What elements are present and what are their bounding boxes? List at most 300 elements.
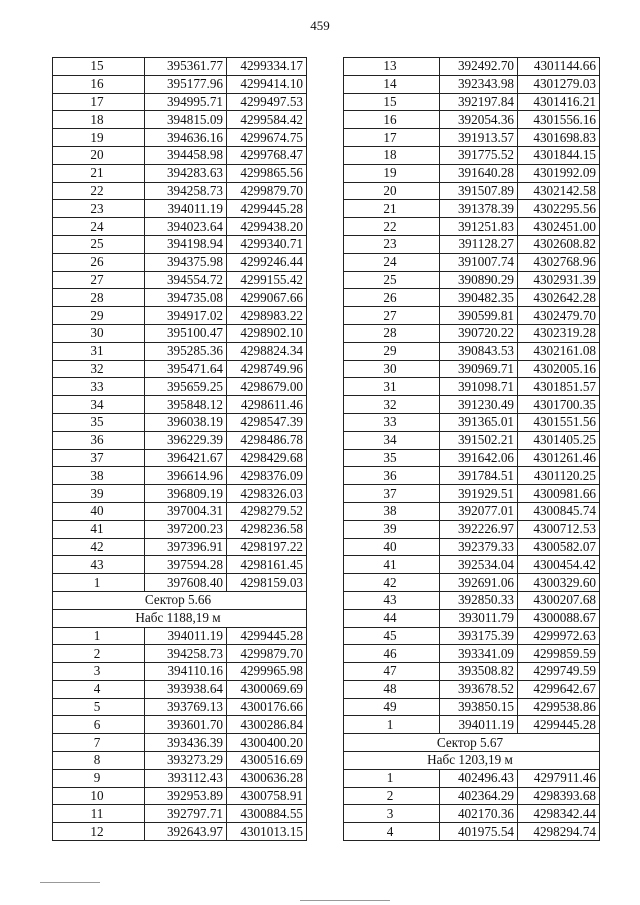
y-coordinate: 4299445.28 — [227, 627, 307, 645]
y-coordinate: 4299445.28 — [518, 716, 600, 734]
point-number: 41 — [53, 520, 145, 538]
y-coordinate: 4299879.70 — [227, 182, 307, 200]
y-coordinate: 4300884.55 — [227, 805, 307, 823]
point-number: 42 — [53, 538, 145, 556]
y-coordinate: 4300400.20 — [227, 734, 307, 752]
y-coordinate: 4301013.15 — [227, 823, 307, 841]
y-coordinate: 4299859.59 — [518, 645, 600, 663]
point-number: 43 — [344, 591, 440, 609]
table-row — [344, 93, 600, 111]
point-number: 39 — [344, 520, 440, 538]
x-coordinate: 393175.39 — [440, 627, 518, 645]
y-coordinate: 4299674.75 — [227, 129, 307, 147]
point-number: 18 — [344, 146, 440, 164]
point-number: 20 — [53, 146, 145, 164]
x-coordinate: 391775.52 — [440, 146, 518, 164]
y-coordinate: 4300329.60 — [518, 574, 600, 592]
table-row — [53, 342, 307, 360]
table-row — [344, 591, 600, 609]
x-coordinate: 392343.98 — [440, 75, 518, 93]
x-coordinate: 393112.43 — [145, 769, 227, 787]
table-row — [344, 431, 600, 449]
point-number: 24 — [53, 218, 145, 236]
table-row — [344, 645, 600, 663]
x-coordinate: 392077.01 — [440, 502, 518, 520]
table-row — [344, 342, 600, 360]
y-coordinate: 4298197.22 — [227, 538, 307, 556]
y-coordinate: 4300712.53 — [518, 520, 600, 538]
x-coordinate: 390482.35 — [440, 289, 518, 307]
x-coordinate: 393436.39 — [145, 734, 227, 752]
table-row — [344, 111, 600, 129]
point-number: 33 — [344, 413, 440, 431]
x-coordinate: 392226.97 — [440, 520, 518, 538]
y-coordinate: 4300845.74 — [518, 502, 600, 520]
x-coordinate: 392643.97 — [145, 823, 227, 841]
y-coordinate: 4300582.07 — [518, 538, 600, 556]
table-row — [344, 413, 600, 431]
y-coordinate: 4299749.59 — [518, 663, 600, 681]
point-number: 42 — [344, 574, 440, 592]
table-row — [53, 698, 307, 716]
x-coordinate: 393273.29 — [145, 752, 227, 770]
point-number: 48 — [344, 680, 440, 698]
x-coordinate: 390599.81 — [440, 307, 518, 325]
point-number: 6 — [53, 716, 145, 734]
y-coordinate: 4298486.78 — [227, 431, 307, 449]
point-number: 7 — [53, 734, 145, 752]
y-coordinate: 4301698.83 — [518, 129, 600, 147]
x-coordinate: 397594.28 — [145, 556, 227, 574]
table-row — [344, 378, 600, 396]
table-row — [53, 378, 307, 396]
point-number: 3 — [344, 805, 440, 823]
table-row — [344, 75, 600, 93]
point-number: 8 — [53, 752, 145, 770]
table-row — [344, 520, 600, 538]
point-number: 10 — [53, 787, 145, 805]
x-coordinate: 392691.06 — [440, 574, 518, 592]
y-coordinate: 4301851.57 — [518, 378, 600, 396]
table-row — [53, 396, 307, 414]
y-coordinate: 4298161.45 — [227, 556, 307, 574]
x-coordinate: 394995.71 — [145, 93, 227, 111]
table-row — [53, 734, 307, 752]
table-row — [53, 271, 307, 289]
point-number: 40 — [53, 502, 145, 520]
point-number: 29 — [344, 342, 440, 360]
y-coordinate: 4298279.52 — [227, 502, 307, 520]
point-number: 2 — [344, 787, 440, 805]
y-coordinate: 4298376.09 — [227, 467, 307, 485]
x-coordinate: 397608.40 — [145, 574, 227, 592]
point-number: 29 — [53, 307, 145, 325]
table-row — [53, 75, 307, 93]
x-coordinate: 395285.36 — [145, 342, 227, 360]
table-row — [344, 449, 600, 467]
y-coordinate: 4300454.42 — [518, 556, 600, 574]
point-number: 28 — [53, 289, 145, 307]
x-coordinate: 394375.98 — [145, 253, 227, 271]
x-coordinate: 396229.39 — [145, 431, 227, 449]
point-number: 21 — [344, 200, 440, 218]
point-number: 20 — [344, 182, 440, 200]
point-number: 16 — [53, 75, 145, 93]
y-coordinate: 4300176.66 — [227, 698, 307, 716]
y-coordinate: 4302005.16 — [518, 360, 600, 378]
x-coordinate: 396614.96 — [145, 467, 227, 485]
table-row — [344, 805, 600, 823]
x-coordinate: 390720.22 — [440, 324, 518, 342]
point-number: 15 — [53, 58, 145, 76]
y-coordinate: 4299414.10 — [227, 75, 307, 93]
sector-header: Сектор 5.67 — [344, 734, 600, 752]
y-coordinate: 4300207.68 — [518, 591, 600, 609]
x-coordinate: 391378.39 — [440, 200, 518, 218]
x-coordinate: 394023.64 — [145, 218, 227, 236]
x-coordinate: 392797.71 — [145, 805, 227, 823]
table-row — [53, 289, 307, 307]
point-number: 22 — [53, 182, 145, 200]
point-number: 43 — [53, 556, 145, 574]
point-number: 2 — [53, 645, 145, 663]
x-coordinate: 391913.57 — [440, 129, 518, 147]
y-coordinate: 4300516.69 — [227, 752, 307, 770]
x-coordinate: 391507.89 — [440, 182, 518, 200]
point-number: 39 — [53, 485, 145, 503]
table-row — [53, 164, 307, 182]
table-row — [53, 574, 307, 592]
table-row — [53, 58, 307, 76]
table-row — [53, 805, 307, 823]
x-coordinate: 393938.64 — [145, 680, 227, 698]
y-coordinate: 4298393.68 — [518, 787, 600, 805]
table-row — [344, 200, 600, 218]
point-number: 32 — [53, 360, 145, 378]
table-row — [344, 556, 600, 574]
table-row — [53, 324, 307, 342]
x-coordinate: 391502.21 — [440, 431, 518, 449]
y-coordinate: 4298294.74 — [518, 823, 600, 841]
x-coordinate: 391784.51 — [440, 467, 518, 485]
point-number: 18 — [53, 111, 145, 129]
x-coordinate: 394110.16 — [145, 663, 227, 681]
table-row — [344, 823, 600, 841]
table-row — [344, 787, 600, 805]
x-coordinate: 396421.67 — [145, 449, 227, 467]
point-number: 25 — [344, 271, 440, 289]
point-number: 35 — [53, 413, 145, 431]
x-coordinate: 392850.33 — [440, 591, 518, 609]
point-number: 36 — [53, 431, 145, 449]
y-coordinate: 4299340.71 — [227, 235, 307, 253]
point-number: 1 — [344, 716, 440, 734]
y-coordinate: 4301120.25 — [518, 467, 600, 485]
point-number: 44 — [344, 609, 440, 627]
x-coordinate: 390843.53 — [440, 342, 518, 360]
table-row — [53, 360, 307, 378]
table-row — [53, 413, 307, 431]
y-coordinate: 4302319.28 — [518, 324, 600, 342]
table-row — [344, 680, 600, 698]
point-number: 31 — [53, 342, 145, 360]
table-row — [344, 253, 600, 271]
table-row — [53, 129, 307, 147]
point-number: 34 — [344, 431, 440, 449]
y-coordinate: 4299538.86 — [518, 698, 600, 716]
point-number: 27 — [344, 307, 440, 325]
table-row — [344, 289, 600, 307]
bottom-scan-line — [40, 882, 100, 883]
point-number: 1 — [53, 627, 145, 645]
table-row — [344, 271, 600, 289]
point-number: 40 — [344, 538, 440, 556]
point-number: 1 — [344, 769, 440, 787]
table-row — [53, 200, 307, 218]
point-number: 4 — [344, 823, 440, 841]
x-coordinate: 395471.64 — [145, 360, 227, 378]
table-row — [53, 431, 307, 449]
point-number: 38 — [344, 502, 440, 520]
sector-header-row — [53, 591, 307, 609]
y-coordinate: 4301416.21 — [518, 93, 600, 111]
y-coordinate: 4298749.96 — [227, 360, 307, 378]
x-coordinate: 397004.31 — [145, 502, 227, 520]
y-coordinate: 4302451.00 — [518, 218, 600, 236]
table-row — [53, 716, 307, 734]
table-row — [53, 520, 307, 538]
x-coordinate: 392534.04 — [440, 556, 518, 574]
y-coordinate: 4301700.35 — [518, 396, 600, 414]
x-coordinate: 393508.82 — [440, 663, 518, 681]
y-coordinate: 4299246.44 — [227, 253, 307, 271]
point-number: 32 — [344, 396, 440, 414]
point-number: 45 — [344, 627, 440, 645]
point-number: 15 — [344, 93, 440, 111]
x-coordinate: 397396.91 — [145, 538, 227, 556]
table-row — [344, 360, 600, 378]
y-coordinate: 4302161.08 — [518, 342, 600, 360]
table-row — [344, 574, 600, 592]
y-coordinate: 4299155.42 — [227, 271, 307, 289]
table-row — [53, 787, 307, 805]
point-number: 1 — [53, 574, 145, 592]
point-number: 9 — [53, 769, 145, 787]
table-row — [344, 235, 600, 253]
x-coordinate: 402170.36 — [440, 805, 518, 823]
x-coordinate: 391642.06 — [440, 449, 518, 467]
y-coordinate: 4298429.68 — [227, 449, 307, 467]
point-number: 23 — [53, 200, 145, 218]
x-coordinate: 394554.72 — [145, 271, 227, 289]
y-coordinate: 4299972.63 — [518, 627, 600, 645]
table-row — [53, 467, 307, 485]
point-number: 49 — [344, 698, 440, 716]
x-coordinate: 392492.70 — [440, 58, 518, 76]
x-coordinate: 394011.19 — [145, 200, 227, 218]
table-row — [344, 609, 600, 627]
table-row — [344, 538, 600, 556]
point-number: 22 — [344, 218, 440, 236]
y-coordinate: 4298824.34 — [227, 342, 307, 360]
y-coordinate: 4301261.46 — [518, 449, 600, 467]
y-coordinate: 4301551.56 — [518, 413, 600, 431]
x-coordinate: 391251.83 — [440, 218, 518, 236]
y-coordinate: 4298679.00 — [227, 378, 307, 396]
x-coordinate: 402496.43 — [440, 769, 518, 787]
x-coordinate: 402364.29 — [440, 787, 518, 805]
sector-header-row — [344, 752, 600, 770]
x-coordinate: 395848.12 — [145, 396, 227, 414]
table-row — [344, 396, 600, 414]
point-number: 38 — [53, 467, 145, 485]
table-row — [53, 449, 307, 467]
y-coordinate: 4299438.20 — [227, 218, 307, 236]
y-coordinate: 4299879.70 — [227, 645, 307, 663]
y-coordinate: 4301844.15 — [518, 146, 600, 164]
y-coordinate: 4298159.03 — [227, 574, 307, 592]
x-coordinate: 391098.71 — [440, 378, 518, 396]
x-coordinate: 392379.33 — [440, 538, 518, 556]
table-row — [53, 218, 307, 236]
page-number: 459 — [310, 18, 330, 33]
table-row — [53, 182, 307, 200]
x-coordinate: 393011.79 — [440, 609, 518, 627]
x-coordinate: 397200.23 — [145, 520, 227, 538]
y-coordinate: 4300981.66 — [518, 485, 600, 503]
x-coordinate: 395361.77 — [145, 58, 227, 76]
point-number: 37 — [53, 449, 145, 467]
table-row — [344, 716, 600, 734]
table-row — [53, 485, 307, 503]
x-coordinate: 394198.94 — [145, 235, 227, 253]
y-coordinate: 4298611.46 — [227, 396, 307, 414]
table-row — [344, 627, 600, 645]
table-row — [53, 111, 307, 129]
x-coordinate: 394011.19 — [145, 627, 227, 645]
y-coordinate: 4302608.82 — [518, 235, 600, 253]
y-coordinate: 4298902.10 — [227, 324, 307, 342]
table-row — [344, 467, 600, 485]
x-coordinate: 392953.89 — [145, 787, 227, 805]
y-coordinate: 4299865.56 — [227, 164, 307, 182]
x-coordinate: 392054.36 — [440, 111, 518, 129]
point-number: 30 — [344, 360, 440, 378]
x-coordinate: 394258.73 — [145, 645, 227, 663]
point-number: 36 — [344, 467, 440, 485]
x-coordinate: 394011.19 — [440, 716, 518, 734]
x-coordinate: 394458.98 — [145, 146, 227, 164]
table-row — [53, 645, 307, 663]
point-number: 19 — [344, 164, 440, 182]
table-row — [53, 235, 307, 253]
x-coordinate: 395659.25 — [145, 378, 227, 396]
x-coordinate: 395100.47 — [145, 324, 227, 342]
point-number: 17 — [344, 129, 440, 147]
sector-header-row — [53, 609, 307, 627]
x-coordinate: 391230.49 — [440, 396, 518, 414]
point-number: 31 — [344, 378, 440, 396]
y-coordinate: 4300636.28 — [227, 769, 307, 787]
table-row — [344, 129, 600, 147]
point-number: 30 — [53, 324, 145, 342]
y-coordinate: 4300286.84 — [227, 716, 307, 734]
y-coordinate: 4298236.58 — [227, 520, 307, 538]
point-number: 17 — [53, 93, 145, 111]
x-coordinate: 396809.19 — [145, 485, 227, 503]
table-row — [53, 769, 307, 787]
x-coordinate: 390890.29 — [440, 271, 518, 289]
table-row — [53, 146, 307, 164]
point-number: 19 — [53, 129, 145, 147]
table-row — [53, 556, 307, 574]
point-number: 23 — [344, 235, 440, 253]
point-number: 41 — [344, 556, 440, 574]
point-number: 25 — [53, 235, 145, 253]
y-coordinate: 4298326.03 — [227, 485, 307, 503]
sector-header: Набс 1188,19 м — [53, 609, 307, 627]
point-number: 37 — [344, 485, 440, 503]
y-coordinate: 4302642.28 — [518, 289, 600, 307]
table-row — [344, 146, 600, 164]
table-row — [53, 538, 307, 556]
y-coordinate: 4299642.67 — [518, 680, 600, 698]
table-row — [344, 502, 600, 520]
table-row — [53, 627, 307, 645]
y-coordinate: 4302931.39 — [518, 271, 600, 289]
y-coordinate: 4299334.17 — [227, 58, 307, 76]
point-number: 35 — [344, 449, 440, 467]
table-row — [53, 307, 307, 325]
table-row — [53, 502, 307, 520]
point-number: 33 — [53, 378, 145, 396]
y-coordinate: 4302768.96 — [518, 253, 600, 271]
y-coordinate: 4301556.16 — [518, 111, 600, 129]
point-number: 26 — [53, 253, 145, 271]
y-coordinate: 4302142.58 — [518, 182, 600, 200]
point-number: 28 — [344, 324, 440, 342]
point-number: 4 — [53, 680, 145, 698]
x-coordinate: 394735.08 — [145, 289, 227, 307]
y-coordinate: 4299965.98 — [227, 663, 307, 681]
table-row — [53, 93, 307, 111]
x-coordinate: 391640.28 — [440, 164, 518, 182]
point-number: 47 — [344, 663, 440, 681]
coordinates-table-right — [343, 57, 600, 841]
coordinates-table-left — [52, 57, 307, 841]
table-row — [53, 680, 307, 698]
x-coordinate: 393341.09 — [440, 645, 518, 663]
y-coordinate: 4297911.46 — [518, 769, 600, 787]
x-coordinate: 393769.13 — [145, 698, 227, 716]
table-row — [344, 182, 600, 200]
x-coordinate: 394815.09 — [145, 111, 227, 129]
table-row — [53, 752, 307, 770]
y-coordinate: 4298983.22 — [227, 307, 307, 325]
y-coordinate: 4300088.67 — [518, 609, 600, 627]
x-coordinate: 394917.02 — [145, 307, 227, 325]
y-coordinate: 4299584.42 — [227, 111, 307, 129]
x-coordinate: 396038.19 — [145, 413, 227, 431]
table-row — [53, 823, 307, 841]
y-coordinate: 4299445.28 — [227, 200, 307, 218]
x-coordinate: 390969.71 — [440, 360, 518, 378]
y-coordinate: 4299768.47 — [227, 146, 307, 164]
point-number: 21 — [53, 164, 145, 182]
x-coordinate: 401975.54 — [440, 823, 518, 841]
point-number: 26 — [344, 289, 440, 307]
x-coordinate: 393850.15 — [440, 698, 518, 716]
